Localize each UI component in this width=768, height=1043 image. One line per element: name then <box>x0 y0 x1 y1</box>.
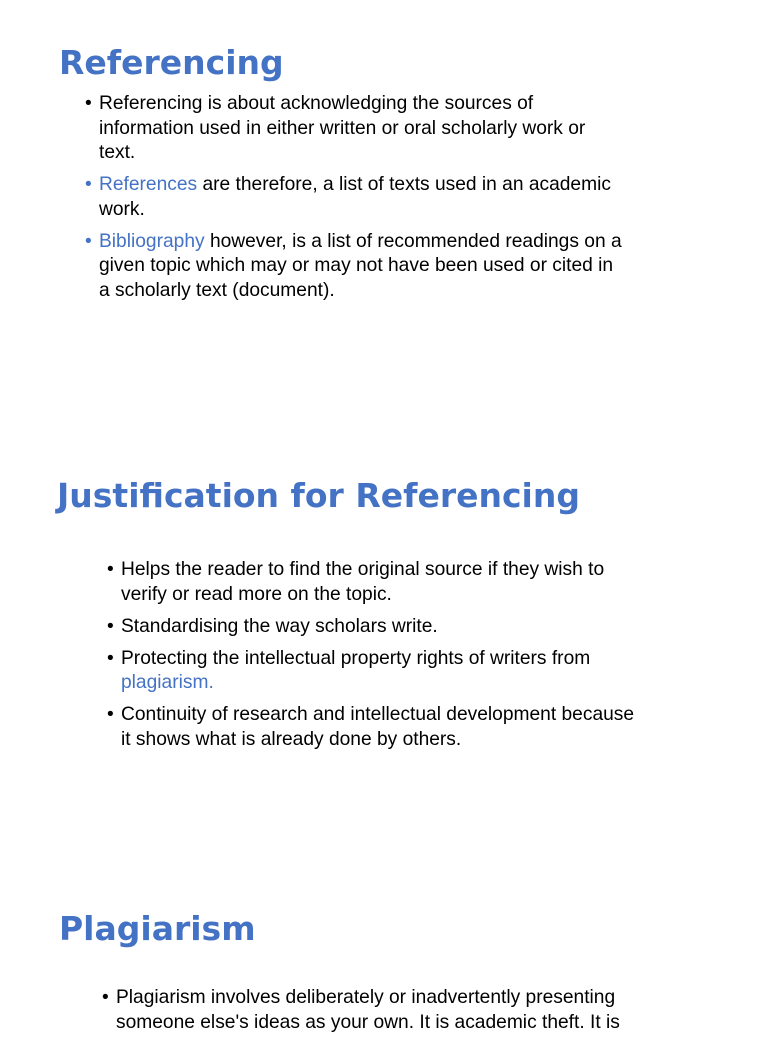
bullet-point-icon: • <box>107 559 114 580</box>
bullet-point-icon: • <box>85 93 92 114</box>
bullet-text: Referencing is about acknowledging the sources of information used in either written or oral scholarly work or text. <box>99 93 586 163</box>
bullet-point-icon: • <box>107 647 114 669</box>
bullet-point-icon: • <box>102 987 109 1008</box>
term-references: References <box>99 174 198 195</box>
bullet-text: Plagiarism involves deliberately or inadvertently presenting someone else's ideas as your own. It is academic theft. It is <box>116 987 620 1033</box>
term-plagiarism: plagiarism. <box>121 672 214 693</box>
bullet-point-icon: • <box>85 174 92 195</box>
list-item <box>102 986 662 1035</box>
term-bibliography: Bibliography <box>99 230 205 252</box>
bullet-list <box>102 986 662 1043</box>
bullet-text: Continuity of research and intellectual development because it shows what is already done by others. <box>121 704 635 750</box>
bullet-point-icon: • <box>107 704 114 725</box>
bullet-text: are therefore, a list of texts used in an academic work. <box>99 174 611 220</box>
bullet-text: Standardising the way scholars write. <box>121 615 438 637</box>
bullet-text: Helps the reader to find the original source if they wish to verify or read more on the topic. <box>121 559 605 605</box>
bullet-text: Protecting the intellectual property rights of writers from <box>121 647 591 669</box>
bullet-point-icon: • <box>85 230 92 252</box>
bullet-text: however, is a list of recommended readings on a given topic which may or may not have been used or cited in a scholarly text (document). <box>99 230 622 301</box>
slide-title: Plagiarism <box>59 909 256 948</box>
slide-title: Referencing <box>59 43 284 82</box>
slide-title: Justification for Referencing <box>57 476 580 515</box>
bullet-point-icon: • <box>107 615 114 637</box>
